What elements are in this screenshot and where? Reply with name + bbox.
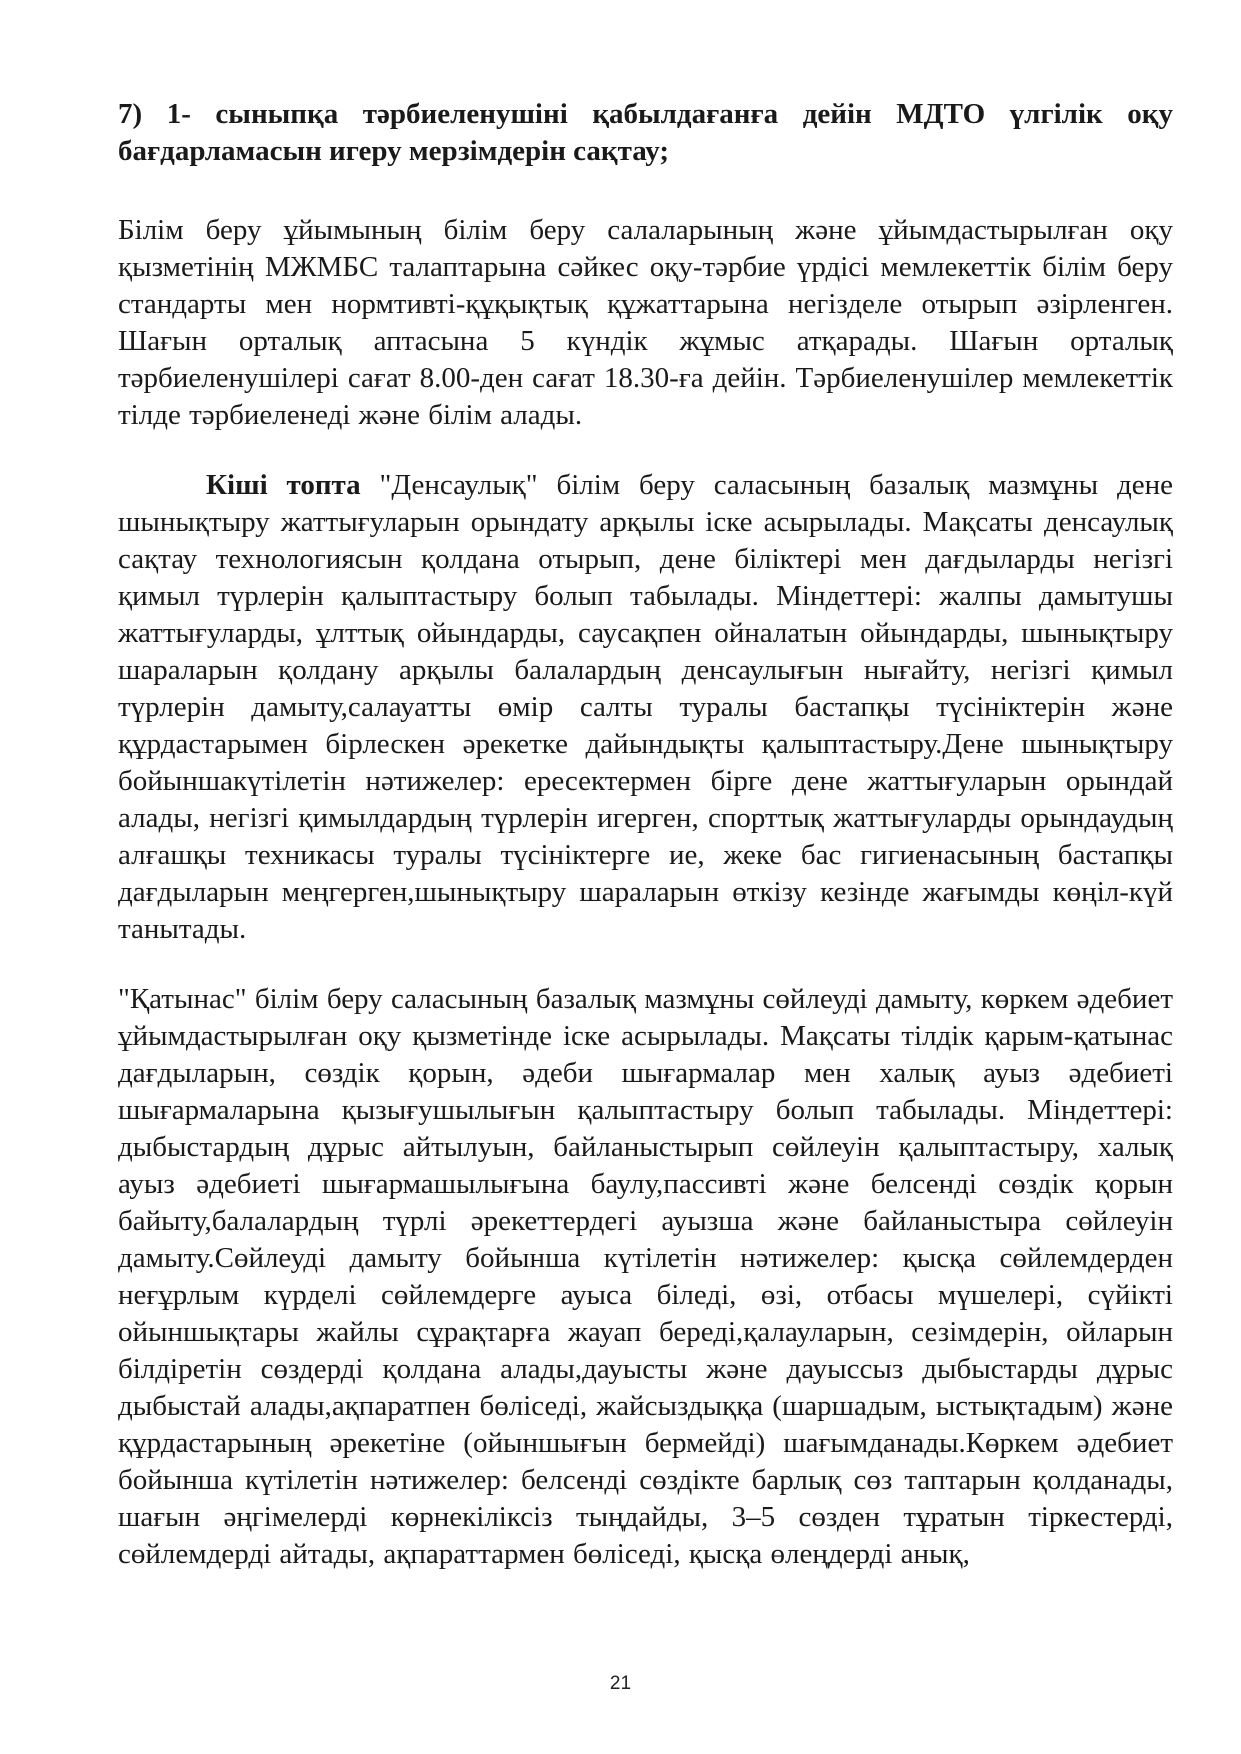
paragraph-health-text: "Денсаулық" білім беру саласының базалық мазмұны дене шынықтыру жаттығуларын орындату арқылы іске асырылады. Мақсаты денсаулық сақтау технологиясын қолдана отырып, дене біліктері мен дағдыларды негізгі қимыл түрлерін қалыптастыру болып табылады. Міндеттері: жалпы дамытушы жаттығуларды, ұлттық ойындарды, саусақпен ойналатын ойындарды, шынықтыру шараларын қолдану арқылы балалардың денсаулығын нығайту, негізгі қимыл түрлерін дамыту,салауатты өмір салты туралы бастапқы түсініктерін және құрдастарымен бірлескен әрекетке дайындықты қалыптастыру.Дене шынықтыру бойыншакүтілетін нәтижелер: ересектермен бірге дене жаттығуларын орындай алады, негізгі қимылдардың түрлерін игерген, спорттық жаттығуларды орындаудың алғашқы техникасы туралы түсініктерге ие, жеке бас гигиенасының бастапқы дағдыларын меңгерген,шынықтыру шараларын өткізу кезінде жағымды көңіл-күй танытады. — [118, 469, 1173, 945]
section-heading: 7) 1- сыныпқа тәрбиеленушіні қабылдағанға дейін МДТО үлгілік оқу бағдарламасын игеру мерзімдерін сақтау; — [118, 98, 1173, 167]
paragraph-lead: Кіші топта — [206, 469, 361, 501]
document-page — [118, 96, 1173, 1606]
paragraph-curriculum: Білім беру ұйымының білім беру салаларының және ұйымдастырылған оқу қызметінің МЖМБС талаптарына сәйкес оқу-тәрбие үрдісі мемлекеттік білім беру стандарты мен нормтивті-құқықтық құжаттарына негізделе отырып әзірленген. Шағын орталық аптасына 5 күндік жұмыс атқарады. Шағын орталық тәрбиеленушілері сағат 8.00-ден сағат 18.30-ға дейін. Тәрбиеленушілер мемлекеттік тілде тәрбиеленеді және білім алады. — [118, 214, 1173, 431]
paragraph-communication: "Қатынас" білім беру саласының базалық мазмұны сөйлеуді дамыту, көркем әдебиет ұйымдастырылған оқу қызметінде іске асырылады. Мақсаты тілдік қарым-қатынас дағдыларын, сөздік қорын, әдеби шығармалар мен халық ауыз әдебиеті шығармаларына қызығушылығын қалыптастыру болып табылады. Міндеттері: дыбыстардың дұрыс айтылуын, байланыстырып сөйлеуін қалыптастыру, халық ауыз әдебиеті шығармашылығына баулу,пассивті және белсенді сөздік қорын байыту,балалардың түрлі әрекеттердегі ауызша және байланыстыра сөйлеуін дамыту.Сөйлеуді дамыту бойынша күтілетін нәтижелер: қысқа сөйлемдерден неғұрлым күрделі сөйлемдерге ауыса біледі, өзі, отбасы мүшелері, сүйікті ойыншықтары жайлы сұрақтарға жауап береді,қалауларын, сезімдерін, ойларын білдіретін сөздерді қолдана алады,дауысты және дауыссыз дыбыстарды дұрыс дыбыстай алады,ақпаратпен бөліседі, жайсыздыққа (шаршадым, ыстықтадым) және құрдастарының әрекетіне (ойыншығын бермейді) шағымданады.Көркем әдебиет бойынша күтілетін нәтижелер: белсенді сөздікте барлық сөз таптарын қолданады, шағын әңгімелерді көрнекіліксіз тыңдайды, 3–5 сөзден тұратын тіркестерді, сөйлемдерді айтады, ақпараттармен бөліседі, қысқа өлеңдерді анық, — [118, 983, 1173, 1570]
page-number: 21 — [609, 1673, 632, 1694]
paragraph-health — [118, 467, 1173, 948]
